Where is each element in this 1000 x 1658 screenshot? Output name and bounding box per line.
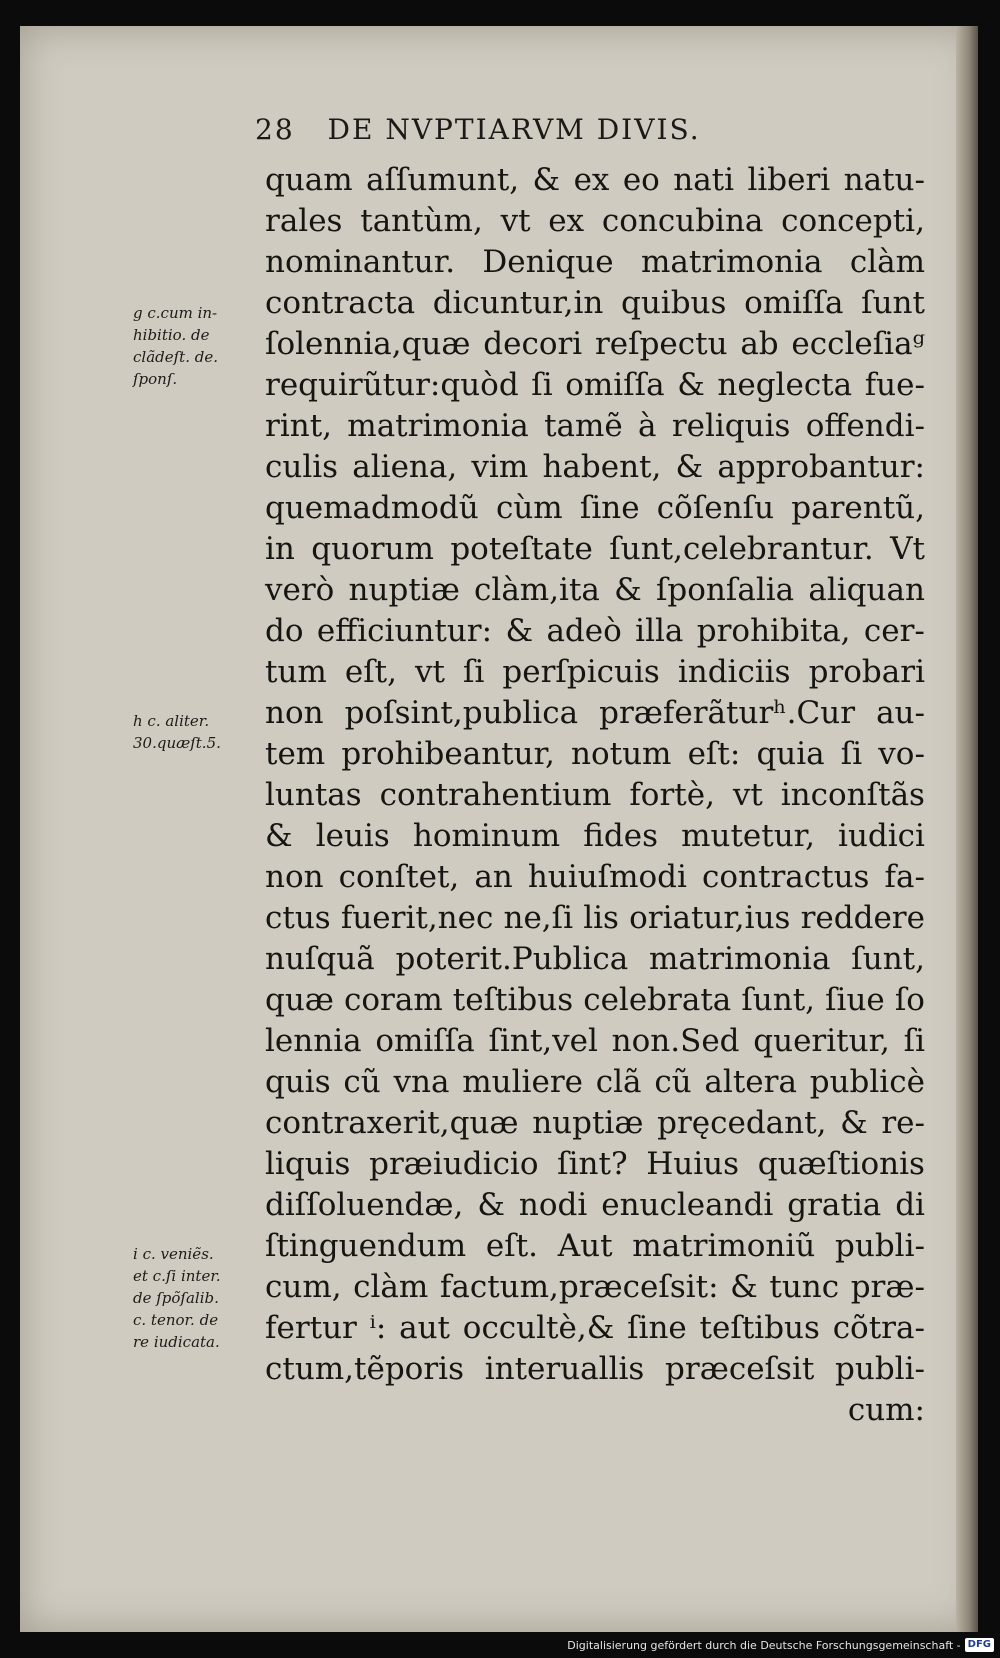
- text-line: [265, 365, 925, 406]
- text-line: [265, 570, 925, 611]
- word: ſunt,: [741, 982, 816, 1018]
- word: reliquis: [671, 408, 791, 444]
- word: quæſtionis: [757, 1146, 925, 1182]
- word: ſint,vel: [488, 1023, 598, 1059]
- word: quemadmodũ: [265, 490, 479, 526]
- word: tunc: [769, 1269, 840, 1305]
- word: muliere: [462, 1064, 583, 1100]
- word: &: [614, 572, 642, 608]
- running-title: DE NVPTIARVM DIVIS.: [327, 113, 701, 146]
- word: oriatur,ius: [629, 900, 791, 936]
- word: nominantur.: [265, 244, 456, 280]
- word: do: [265, 613, 304, 649]
- word: ctus: [265, 900, 331, 936]
- word: culis: [265, 449, 339, 485]
- word: fertur: [265, 1310, 357, 1346]
- text-line: [265, 816, 925, 857]
- word: nuptiæ: [348, 572, 460, 608]
- word: offendi-: [805, 408, 925, 444]
- word: pręcedant,: [657, 1105, 827, 1141]
- text-line: [265, 652, 925, 693]
- word: neglecta: [717, 367, 853, 403]
- word: contractus: [702, 859, 870, 895]
- word: publicè: [809, 1064, 925, 1100]
- margin-note-line: clãdeſt. de.: [133, 348, 218, 366]
- catchword-line: [265, 1390, 925, 1431]
- word: &: [677, 367, 705, 403]
- margin-note-line: g c.cum in-: [133, 304, 218, 322]
- word: matrimonia: [347, 408, 529, 444]
- text-line: [265, 1103, 925, 1144]
- text-line: [265, 529, 925, 570]
- word: lennia: [265, 1023, 362, 1059]
- text-line: [265, 734, 925, 775]
- word: cer-: [863, 613, 925, 649]
- word: gratia: [787, 1187, 882, 1223]
- word: notum: [571, 736, 672, 772]
- text-line: [265, 1144, 925, 1185]
- word: aſſumunt,: [366, 162, 520, 198]
- word: præ-: [850, 1269, 925, 1305]
- word: approbantur:: [717, 449, 925, 485]
- word: Vt: [890, 531, 925, 567]
- word: cõſenſu: [656, 490, 775, 526]
- word: vt: [732, 777, 763, 813]
- word: habent,: [542, 449, 662, 485]
- word: ſine: [627, 1310, 687, 1346]
- word: cõtra-: [832, 1310, 925, 1346]
- word: &: [265, 818, 293, 854]
- word: nati: [673, 162, 735, 198]
- word: &: [477, 1187, 505, 1223]
- word: indiciis: [677, 654, 791, 690]
- word: nodi: [518, 1187, 588, 1223]
- text-line: [265, 1349, 925, 1390]
- catchword: cum:: [847, 1392, 925, 1428]
- text-line: [265, 775, 925, 816]
- word: celebrata: [583, 982, 732, 1018]
- margin-note-line: ſponſ.: [133, 370, 178, 388]
- word: dicuntur,in: [432, 285, 604, 321]
- dfg-logo: DFG: [965, 1638, 994, 1652]
- body-text: [265, 160, 925, 1431]
- word: quis: [265, 1064, 331, 1100]
- word: ſponſalia: [655, 572, 795, 608]
- word: prohibita,: [696, 613, 851, 649]
- word: ſine: [579, 490, 640, 526]
- word: fortè,: [629, 777, 715, 813]
- footer-text: Digitalisierung gefördert durch die Deutsche Forschungsgemeinschaft -: [567, 1638, 961, 1652]
- page-number: 28: [255, 113, 295, 146]
- word: contrahentium: [379, 777, 612, 813]
- word: decori: [483, 326, 583, 362]
- word: huiuſmodi: [527, 859, 687, 895]
- word: leuis: [315, 818, 390, 854]
- text-line: [265, 611, 925, 652]
- word: ſiue: [825, 982, 885, 1018]
- word: clã: [595, 1064, 642, 1100]
- word: concubina: [601, 203, 764, 239]
- text-line: [265, 283, 925, 324]
- word: iudici: [838, 818, 925, 854]
- text-line: [265, 1185, 925, 1226]
- word: omiſſa: [565, 367, 665, 403]
- text-line: [265, 693, 925, 734]
- word: occultè,&: [462, 1310, 615, 1346]
- word: ex: [548, 203, 585, 239]
- digitization-footer: [567, 1636, 994, 1654]
- word: ⁱ:: [369, 1310, 387, 1346]
- word: clàm: [849, 244, 925, 280]
- word: prohibeantur,: [341, 736, 555, 772]
- word: contracta: [265, 285, 416, 321]
- word: vo-: [878, 736, 925, 772]
- word: factum,præceſsit:: [439, 1269, 719, 1305]
- word: vna: [393, 1064, 450, 1100]
- word: quia: [756, 736, 825, 772]
- word: diſſoluendæ,: [265, 1187, 464, 1223]
- word: re-: [881, 1105, 925, 1141]
- margin-note-line: 30.quæſt.5.: [133, 734, 221, 752]
- word: vt: [500, 203, 531, 239]
- word: cũ: [343, 1064, 381, 1100]
- text-line: [265, 1308, 925, 1349]
- word: tum: [265, 654, 327, 690]
- word: liberi: [747, 162, 831, 198]
- margin-note-line: de ſpõſalib.: [133, 1289, 219, 1307]
- word: non: [265, 695, 324, 731]
- word: coram: [344, 982, 443, 1018]
- margin-note-line: et c.ſi inter.: [133, 1267, 221, 1285]
- word: eſt:: [687, 736, 741, 772]
- text-line: [265, 939, 925, 980]
- word: ſint?: [557, 1146, 628, 1182]
- text-line: [265, 898, 925, 939]
- word: reddere: [800, 900, 925, 936]
- text-line: [265, 447, 925, 488]
- word: requirũtur:quòd: [265, 367, 519, 403]
- word: poteſtate: [450, 531, 593, 567]
- margin-note-i: [133, 1243, 261, 1353]
- word: ſo: [894, 982, 925, 1018]
- word: quæ: [265, 982, 334, 1018]
- word: vt: [415, 654, 445, 690]
- word: aut: [399, 1310, 451, 1346]
- text-line: [265, 1226, 925, 1267]
- word: Huius: [646, 1146, 740, 1182]
- word: teſtibus: [699, 1310, 820, 1346]
- margin-note-line: i c. veniẽs.: [133, 1245, 214, 1263]
- word: Aut: [557, 1228, 613, 1264]
- word: an: [474, 859, 513, 895]
- word: efficiuntur:: [316, 613, 493, 649]
- word: ex: [573, 162, 610, 198]
- text-line: [265, 406, 925, 447]
- word: ſolennia,quæ: [265, 326, 471, 362]
- word: &: [532, 162, 561, 198]
- text-line: [265, 324, 925, 365]
- word: fides: [583, 818, 658, 854]
- word: &: [675, 449, 704, 485]
- word: &: [505, 613, 534, 649]
- word: reſpectu: [594, 326, 728, 362]
- word: matrimonia: [648, 941, 831, 977]
- word: queritur,: [753, 1023, 890, 1059]
- word: cùm: [495, 490, 563, 526]
- word: perſpicuis: [502, 654, 660, 690]
- text-line: [265, 1062, 925, 1103]
- word: interuallis: [484, 1351, 645, 1387]
- word: tem: [265, 736, 326, 772]
- word: non: [265, 859, 324, 895]
- margin-note-g: [133, 302, 261, 390]
- word: hominum: [412, 818, 561, 854]
- word: à: [638, 408, 657, 444]
- text-line: [265, 1021, 925, 1062]
- word: luntas: [265, 777, 362, 813]
- margin-note-line: re iudicata.: [133, 1333, 220, 1351]
- word: publi-: [835, 1228, 925, 1264]
- text-line: [265, 160, 925, 201]
- word: ſi: [531, 367, 553, 403]
- word: publi-: [835, 1351, 925, 1387]
- word: præiudicio: [369, 1146, 539, 1182]
- word: natu-: [843, 162, 925, 198]
- text-line: [265, 980, 925, 1021]
- word: tantùm,: [360, 203, 483, 239]
- word: probari: [808, 654, 925, 690]
- word: di: [895, 1187, 925, 1223]
- word: fuerit,nec: [340, 900, 494, 936]
- word: altera: [704, 1064, 797, 1100]
- word: præceſsit: [665, 1351, 815, 1387]
- word: quam: [265, 162, 353, 198]
- word: in: [265, 531, 295, 567]
- word: ſunt: [861, 285, 925, 321]
- word: ctum,tẽporis: [265, 1351, 464, 1387]
- word: ſunt,: [851, 941, 925, 977]
- word: ſi: [463, 654, 485, 690]
- word: ne,ſi: [503, 900, 574, 936]
- word: omiſſa: [375, 1023, 475, 1059]
- word: clàm,ita: [474, 572, 600, 608]
- word: poſsint,publica: [344, 695, 579, 731]
- word: rint,: [265, 408, 333, 444]
- word: eſt.: [485, 1228, 539, 1264]
- word: nuptiæ: [532, 1105, 644, 1141]
- word: præferãturʰ.Cur: [599, 695, 856, 731]
- margin-note-line: h c. aliter.: [133, 712, 210, 730]
- running-head: [255, 113, 895, 146]
- margin-note-h: [133, 710, 261, 754]
- word: au-: [876, 695, 925, 731]
- word: illa: [635, 613, 684, 649]
- word: eo: [622, 162, 660, 198]
- word: mutetur,: [681, 818, 815, 854]
- word: poterit.Publica: [395, 941, 629, 977]
- word: omiſſa: [744, 285, 844, 321]
- word: nuſquã: [265, 941, 375, 977]
- margin-note-line: c. tenor. de: [133, 1311, 219, 1329]
- word: cum,: [265, 1269, 342, 1305]
- word: ſtinguendum: [265, 1228, 467, 1264]
- word: quorum: [311, 531, 434, 567]
- word: Denique: [482, 244, 614, 280]
- word: &: [730, 1269, 758, 1305]
- word: fue-: [864, 367, 925, 403]
- word: ſunt,celebrantur.: [609, 531, 874, 567]
- word: lis: [583, 900, 619, 936]
- word: fa-: [884, 859, 925, 895]
- word: adeò: [546, 613, 622, 649]
- word: conſtet,: [338, 859, 460, 895]
- text-line: [265, 201, 925, 242]
- text-line: [265, 242, 925, 283]
- word: contraxerit,quæ: [265, 1105, 519, 1141]
- word: eccleſiaᵍ: [791, 326, 925, 362]
- word: &: [840, 1105, 868, 1141]
- page-edge: [956, 26, 978, 1632]
- word: eſt,: [344, 654, 397, 690]
- word: parentũ,: [791, 490, 925, 526]
- word: cũ: [654, 1064, 692, 1100]
- word: aliena,: [352, 449, 458, 485]
- text-line: [265, 1267, 925, 1308]
- word: rales: [265, 203, 343, 239]
- word: matrimonia: [640, 244, 823, 280]
- word: enucleandi: [601, 1187, 774, 1223]
- word: quibus: [620, 285, 727, 321]
- word: non.Sed: [611, 1023, 740, 1059]
- word: ſi: [903, 1023, 925, 1059]
- word: vim: [471, 449, 529, 485]
- text-line: [265, 857, 925, 898]
- word: liquis: [265, 1146, 351, 1182]
- word: aliquan: [808, 572, 925, 608]
- text-line: [265, 488, 925, 529]
- word: teſtibus: [452, 982, 574, 1018]
- word: verò: [265, 572, 335, 608]
- word: ſi: [840, 736, 863, 772]
- word: matrimoniũ: [632, 1228, 816, 1264]
- word: inconſtãs: [780, 777, 925, 813]
- word: concepti,: [781, 203, 925, 239]
- margin-note-line: hibitio. de: [133, 326, 210, 344]
- word: tamẽ: [544, 408, 623, 444]
- word: clàm: [353, 1269, 429, 1305]
- word: ab: [740, 326, 779, 362]
